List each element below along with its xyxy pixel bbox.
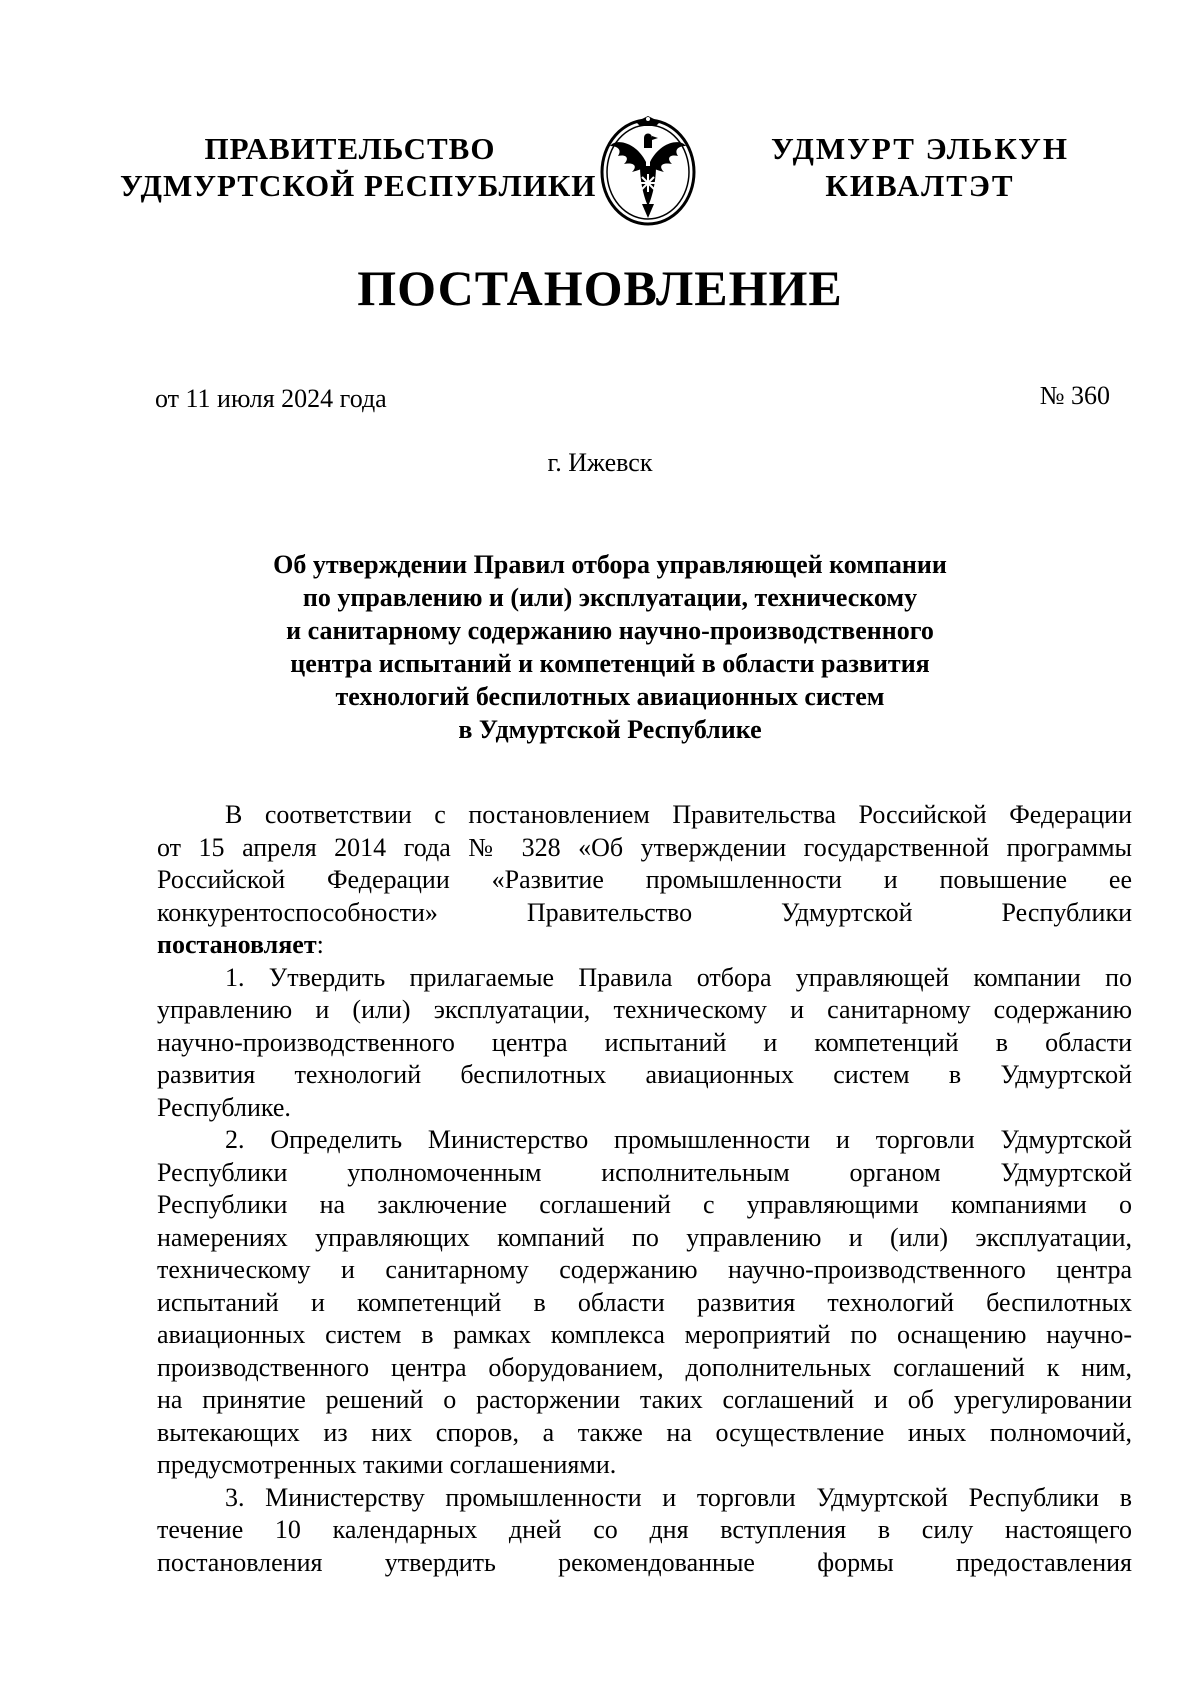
- item-3-line: постановления утвердить рекомендованные формы предоставления: [157, 1547, 1132, 1577]
- item-1-line: научно-производственного центра испытаний и компетенций в области: [157, 1027, 1132, 1057]
- document-title: [200, 548, 1020, 746]
- title-line: Об утверждении Правил отбора управляющей компании: [273, 550, 947, 579]
- title-line: в Удмуртской Республике: [458, 715, 762, 744]
- item-2-line: предусмотренных такими соглашениями.: [157, 1450, 617, 1479]
- resolution-keyword: постановляет: [157, 930, 317, 959]
- document-type: ПОСТАНОВЛЕНИЕ: [357, 260, 843, 316]
- item-1-line: Республике.: [157, 1092, 291, 1122]
- header-right-line-1: УДМУРТ ЭЛЬКУН: [770, 131, 1070, 166]
- header-left-line-1: ПРАВИТЕЛЬСТВО: [204, 131, 496, 166]
- item-1-line: развития технологий беспилотных авиационных систем в Удмуртской: [157, 1060, 1132, 1089]
- body-line: Российской Федерации «Развитие промышленности и повышение ее: [157, 865, 1132, 894]
- body-line: В соответствии с постановлением Правительства Российской Федерации: [225, 800, 1132, 829]
- item-2-line: Республики на заключение соглашений с управляющими компаниями о: [157, 1190, 1132, 1219]
- header-left-line-2: УДМУРТСКОЙ РЕСПУБЛИКИ: [120, 168, 597, 203]
- body-line: конкурентоспособности» Правительство Удмуртской Республики: [157, 897, 1132, 927]
- resolution-keyword-line: [157, 929, 1132, 962]
- item-2-line: намерениях управляющих компаний по управлению и (или) эксплуатации,: [157, 1222, 1132, 1252]
- body-line: от 15 апреля 2014 года № 328 «Об утверждении государственной программы: [157, 832, 1132, 862]
- item-2-line: на принятие решений о расторжении таких соглашений и об урегулировании: [157, 1385, 1132, 1414]
- item-2-line: авиационных систем в рамках комплекса мероприятий по оснащению научно-: [157, 1320, 1132, 1349]
- title-line: и санитарному содержанию научно-производственного: [286, 616, 934, 645]
- item-2-line: Республики уполномоченным исполнительным органом Удмуртской: [157, 1157, 1132, 1187]
- document-date: от 11 июля 2024 года: [155, 384, 387, 413]
- document-number: № 360: [1039, 381, 1110, 410]
- item-2-line: 2. Определить Министерство промышленности и торговли Удмуртской: [225, 1125, 1132, 1154]
- item-2-line: производственного центра оборудованием, дополнительных соглашений к ним,: [157, 1352, 1132, 1382]
- item-3-line: 3. Министерству промышленности и торговли Удмуртской Республики в: [225, 1482, 1132, 1512]
- udmurtia-coat-of-arms-icon: [596, 112, 700, 228]
- item-2-line: испытаний и компетенций в области развития технологий беспилотных: [157, 1287, 1132, 1317]
- government-name-russian: [120, 130, 597, 204]
- item-3-line: течение 10 календарных дней со дня вступления в силу настоящего: [157, 1515, 1132, 1544]
- title-line: технологий беспилотных авиационных систем: [335, 682, 885, 711]
- item-2-line: техническому и санитарному содержанию научно-производственного центра: [157, 1255, 1132, 1284]
- title-line: центра испытаний и компетенций в области развития: [290, 649, 930, 678]
- resolution-keyword-suffix: :: [316, 930, 324, 959]
- item-1-line: управлению и (или) эксплуатации, техническому и санитарному содержанию: [157, 995, 1132, 1024]
- title-line: по управлению и (или) эксплуатации, техническому: [302, 583, 918, 612]
- document-body: [157, 799, 1132, 1579]
- document-place: г. Ижевск: [547, 448, 653, 477]
- header-right-line-2: КИВАЛТЭТ: [825, 168, 1015, 203]
- item-2-line: вытекающих из них споров, а также на осуществление иных полномочий,: [157, 1417, 1132, 1447]
- government-name-udmurt: [770, 130, 1070, 204]
- item-1-line: 1. Утвердить прилагаемые Правила отбора управляющей компании по: [225, 962, 1132, 992]
